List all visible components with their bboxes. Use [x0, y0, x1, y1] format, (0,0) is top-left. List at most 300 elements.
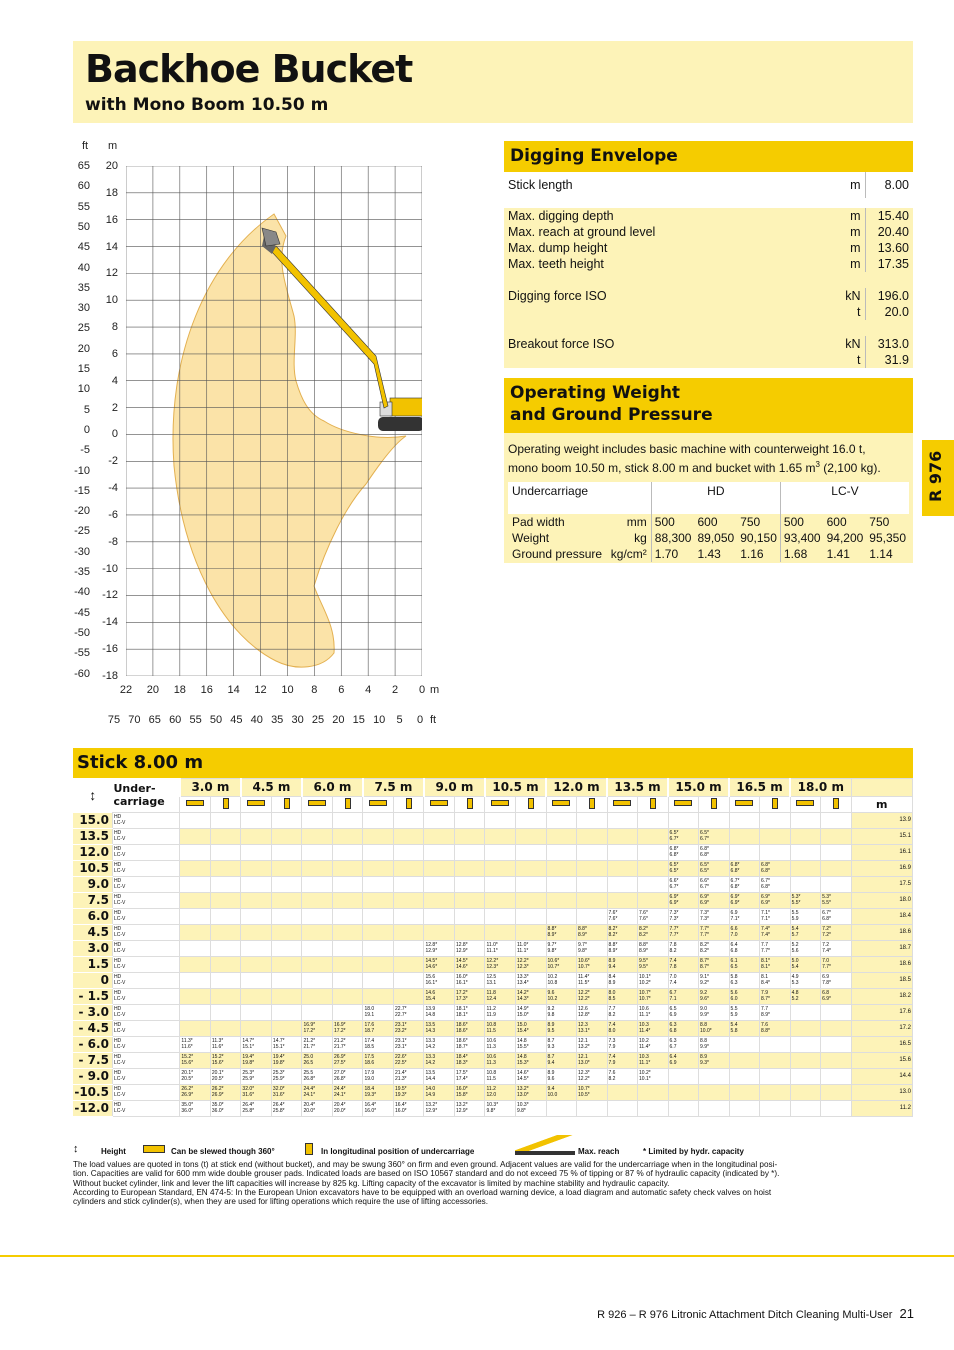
x-tick-ft: 50 [209, 714, 223, 726]
load-value-slew [180, 1085, 211, 1101]
load-value-long [699, 957, 730, 973]
load-value-long [210, 1053, 241, 1069]
x-tick-ft: 25 [311, 714, 325, 726]
load-value-long [210, 1069, 241, 1085]
v-lcv: 18.6 [364, 1059, 375, 1066]
row-height: 6.0 [73, 909, 112, 925]
empty-cell [210, 1005, 241, 1021]
v-hd: 13.5 [425, 1070, 436, 1076]
load-value-long [332, 1037, 363, 1053]
empty-cell [638, 813, 669, 829]
load-value-slew [546, 1085, 577, 1101]
slew-icon [241, 797, 272, 813]
v-lcv: 19.1 [364, 1011, 375, 1018]
empty-cell [210, 861, 241, 877]
load-value-slew [302, 1037, 333, 1053]
v-hd: 8.8* [547, 926, 557, 932]
op-value: 1.41 [826, 547, 850, 561]
v-lcv: 22.5* [394, 1059, 407, 1066]
load-value-long [454, 957, 485, 973]
empty-cell [180, 973, 211, 989]
v-hd: 32.0* [272, 1086, 285, 1092]
v-hd: 7.1* [761, 910, 770, 916]
empty-cell [332, 925, 363, 941]
slew-glyph [491, 800, 509, 806]
load-value-slew [302, 1021, 333, 1037]
empty-cell [790, 813, 821, 829]
v-hd: 4.8 [791, 990, 799, 996]
digging-row [504, 288, 913, 304]
slew-icon [485, 797, 516, 813]
max-reach-value: 18.6 [851, 925, 912, 941]
load-value-slew [729, 989, 760, 1005]
x-tick-ft: 5 [396, 714, 403, 726]
empty-cell [790, 1085, 821, 1101]
digging-label [504, 352, 825, 368]
load-value-slew [607, 1053, 638, 1069]
empty-cell [363, 813, 394, 829]
v-lcv: 7.1* [761, 915, 770, 922]
empty-cell [424, 909, 455, 925]
load-value-slew [729, 877, 760, 893]
load-value-long [454, 1085, 485, 1101]
v-lcv: 25.9* [272, 1075, 285, 1082]
op-value: 500 [651, 514, 694, 530]
y-tick-ft: 55 [77, 200, 90, 213]
v-lcv: 11.6* [181, 1043, 193, 1050]
empty-cell [485, 909, 516, 925]
row-height: - 9.0 [73, 1069, 112, 1085]
y-tick-m: 2 [111, 401, 118, 414]
load-value-slew [668, 893, 699, 909]
load-value-long [638, 909, 669, 925]
empty-cell [393, 957, 424, 973]
v-hd: 8.4 [608, 974, 616, 980]
x-tick-m: 14 [227, 684, 240, 696]
y-tick-m: -18 [102, 670, 118, 682]
empty-cell [577, 813, 608, 829]
load-value-slew [180, 1037, 211, 1053]
load-value-slew [180, 1069, 211, 1085]
load-value-slew [607, 1021, 638, 1037]
x-tick-ft: 15 [352, 714, 365, 726]
v-lcv: 14.5* [516, 1075, 529, 1082]
row-height: - 6.0 [73, 1037, 112, 1053]
load-value-long [760, 909, 791, 925]
operating-weight-note-2 [508, 457, 909, 476]
axis-unit-ft: ft [82, 140, 89, 152]
v-hd: 6.7* [822, 910, 831, 916]
v-lcv: 7.9 [608, 1043, 616, 1050]
load-value-slew [729, 909, 760, 925]
v-hd: 7.9 [761, 990, 768, 996]
load-value-long [638, 1037, 669, 1053]
empty-cell [241, 829, 272, 845]
v-hd: 14.8 [516, 1038, 527, 1044]
undercarriage-cell: HD LC-V [112, 829, 179, 845]
load-value-slew [668, 1037, 699, 1053]
legend-longitudinal: In longitudinal position of undercarriage [321, 1147, 475, 1156]
load-value-long [577, 957, 608, 973]
empty-cell [546, 893, 577, 909]
load-value-long [760, 1021, 791, 1037]
empty-cell [302, 877, 333, 893]
operating-weight-table [508, 482, 909, 562]
v-hd: 16.4* [394, 1102, 407, 1108]
v-lcv: 5.9 [791, 915, 799, 922]
empty-cell [332, 973, 363, 989]
v-lcv: 15.1* [272, 1043, 285, 1050]
radius-header: 7.5 m [363, 779, 424, 797]
v-lcv: 5.2 [791, 995, 799, 1002]
operating-row [508, 530, 909, 546]
digging-value: 313.0 [865, 336, 913, 352]
load-value-long [577, 1021, 608, 1037]
row-height: 13.5 [73, 829, 112, 845]
load-value-long [454, 1053, 485, 1069]
digging-row [504, 224, 913, 240]
y-tick-ft: 45 [77, 241, 90, 254]
slew-icon [302, 797, 333, 813]
long-glyph [528, 798, 534, 809]
v-lcv: 11.3 [486, 1059, 496, 1066]
load-value-long [699, 973, 730, 989]
v-hd: 15.2* [181, 1054, 194, 1060]
v-hd: 10.6 [486, 1038, 497, 1044]
v-hd: 7.6* [639, 910, 648, 916]
v-hd: 13.2* [516, 1086, 529, 1092]
load-value-slew [729, 973, 760, 989]
v-lcv: 5.3 [791, 979, 799, 986]
v-hd: 6.4 [730, 942, 738, 948]
load-value-long [699, 1005, 730, 1021]
max-reach-icon [515, 1135, 575, 1155]
v-lcv: 6.8* [700, 851, 709, 858]
empty-cell [607, 1101, 638, 1117]
row-height: 9.0 [73, 877, 112, 893]
v-hd: 14.5* [455, 958, 468, 964]
load-value-slew [424, 1005, 455, 1021]
load-value-long [577, 973, 608, 989]
op-label-text: Ground pressure [512, 547, 603, 561]
v-hd: 6.6* [700, 878, 709, 884]
empty-cell [515, 909, 546, 925]
legend-max-reach: Max. reach [578, 1147, 620, 1156]
empty-cell [271, 829, 302, 845]
icon-header-row [73, 797, 913, 813]
empty-cell [302, 813, 333, 829]
load-value-slew [302, 1085, 333, 1101]
v-lcv: 6.0 [730, 995, 738, 1002]
empty-cell [577, 845, 608, 861]
load-value-long [454, 941, 485, 957]
slew-glyph [247, 800, 265, 806]
load-value-slew [424, 1069, 455, 1085]
row-height: -10.5 [73, 1085, 112, 1101]
empty-cell [485, 845, 516, 861]
v-hd: 6.7* [730, 878, 740, 884]
empty-cell [180, 861, 211, 877]
v-hd: 19.4* [242, 1054, 255, 1060]
empty-cell [546, 909, 577, 925]
empty-cell [241, 973, 272, 989]
long-glyph [467, 798, 473, 809]
page-title: Backhoe Bucket [85, 47, 413, 91]
op-label-text: Pad width [512, 515, 565, 529]
v-hd: 10.3 [639, 1022, 649, 1028]
digging-label: Breakout force ISO [504, 336, 825, 352]
empty-cell [485, 813, 516, 829]
y-tick-ft: 40 [77, 261, 90, 274]
load-row [73, 909, 913, 925]
empty-cell [821, 1021, 852, 1037]
longitudinal-icon [699, 797, 730, 813]
v-hd: 8.9 [547, 1022, 555, 1028]
digging-label: Max. reach at ground level [504, 224, 825, 240]
load-value-long [454, 989, 485, 1005]
x-tick-m: 18 [173, 684, 186, 696]
x-tick-m: 16 [200, 684, 213, 696]
x-tick-ft: 30 [291, 714, 304, 726]
v-lcv: 18.6* [455, 1027, 468, 1034]
load-value-slew [790, 941, 821, 957]
v-hd: 10.3* [516, 1102, 529, 1108]
v-hd: 26.2* [181, 1086, 194, 1092]
empty-cell [515, 893, 546, 909]
load-value-long [393, 1021, 424, 1037]
longitudinal-icon [271, 797, 302, 813]
load-value-slew [424, 989, 455, 1005]
v-hd: 7.4 [608, 1022, 616, 1028]
empty-cell [180, 845, 211, 861]
v-hd: 17.5 [364, 1054, 375, 1060]
empty-cell [424, 877, 455, 893]
max-reach-value: 18.5 [851, 973, 912, 989]
v-hd: 7.4 [608, 1054, 616, 1060]
empty-cell [363, 893, 394, 909]
v-lcv: 10.5* [578, 1091, 590, 1098]
v-lcv: 7.0 [730, 931, 738, 938]
slew-glyph [308, 800, 326, 806]
v-lcv: 9.6 [547, 1075, 555, 1082]
v-lcv: 9.9* [700, 1011, 709, 1018]
empty-cell [790, 1005, 821, 1021]
empty-cell [424, 813, 455, 829]
undercarriage-cell: HD LC-V [112, 877, 179, 893]
load-value-long [577, 1037, 608, 1053]
load-value-slew [607, 973, 638, 989]
v-lcv: 36.0* [181, 1107, 194, 1114]
v-hd: 6.9* [761, 894, 770, 900]
v-hd: 12.3 [578, 1022, 588, 1028]
digging-value: 13.60 [865, 240, 913, 256]
v-lcv: 24.1* [303, 1091, 316, 1098]
v-hd: 17.6 [364, 1022, 375, 1028]
longitudinal-icon [760, 797, 791, 813]
empty-cell [729, 1101, 760, 1117]
empty-cell [577, 1101, 608, 1117]
load-value-slew [668, 957, 699, 973]
v-hd: 19.5* [394, 1086, 407, 1092]
v-hd: 5.6 [730, 990, 738, 996]
load-row [73, 1037, 913, 1053]
v-hd: 35.0* [181, 1102, 194, 1108]
v-hd: 8.2* [608, 926, 618, 932]
x-tick-ft: 70 [128, 714, 141, 726]
empty-cell [393, 973, 424, 989]
max-reach-icon [851, 779, 912, 797]
v-lcv: 26.5 [303, 1059, 314, 1066]
v-lcv: 7.8* [822, 979, 831, 986]
v-hd: 8.8* [578, 926, 587, 932]
y-tick-ft: -40 [74, 586, 90, 599]
y-tick-ft: -15 [74, 484, 90, 497]
y-tick-m: -10 [102, 562, 118, 575]
stick-table-header [73, 748, 913, 778]
v-lcv: 12.4 [486, 995, 497, 1002]
load-value-slew [180, 1101, 211, 1117]
y-tick-ft: 65 [77, 160, 90, 172]
empty-cell [821, 1101, 852, 1117]
digging-row [504, 240, 913, 256]
empty-cell [790, 1069, 821, 1085]
max-reach-value: 16.1 [851, 845, 912, 861]
v-lcv: 10.7* [639, 995, 651, 1002]
empty-cell [607, 877, 638, 893]
load-value-slew [790, 989, 821, 1005]
empty-cell [241, 877, 272, 893]
v-hd: 8.7 [547, 1054, 555, 1060]
empty-cell [821, 1037, 852, 1053]
digging-label: Max. teeth height [504, 256, 825, 272]
y-tick-ft: 10 [77, 383, 90, 396]
load-value-long [699, 829, 730, 845]
digging-row [504, 256, 913, 272]
v-lcv: 14.3* [516, 995, 529, 1002]
v-lcv: 15.4* [516, 1027, 529, 1034]
v-lcv: 13.2* [578, 1043, 590, 1050]
v-hd: 14.9* [516, 1006, 529, 1012]
empty-cell [821, 1053, 852, 1069]
digging-unit: m [825, 224, 865, 240]
y-tick-ft: -45 [74, 606, 90, 619]
empty-cell [332, 909, 363, 925]
empty-cell [699, 1085, 730, 1101]
load-value-long [638, 989, 669, 1005]
v-lcv: 14.9 [425, 1091, 436, 1098]
v-hd: 22.7* [394, 1006, 407, 1012]
longitudinal-icon [454, 797, 485, 813]
v-lcv: 6.7* [700, 835, 709, 842]
v-lcv: 10.0* [700, 1027, 712, 1034]
load-row [73, 877, 913, 893]
v-hd: 15.2* [211, 1054, 224, 1060]
empty-cell [760, 813, 791, 829]
load-row [73, 893, 913, 909]
v-hd: 10.1* [639, 974, 651, 980]
v-lcv: 6.9* [730, 899, 740, 906]
v-hd: 8.8* [639, 942, 648, 948]
empty-cell [393, 813, 424, 829]
v-hd: 20.1* [181, 1070, 194, 1076]
v-lcv: 5.6 [791, 947, 799, 954]
empty-cell [607, 829, 638, 845]
v-lcv: 12.9* [425, 947, 438, 954]
v-hd: 24.4* [333, 1086, 346, 1092]
max-reach-value: 17.5 [851, 877, 912, 893]
row-height: 3.0 [73, 941, 112, 957]
empty-cell [210, 829, 241, 845]
v-lcv: 14.3 [425, 1027, 436, 1034]
load-value-long [638, 925, 669, 941]
empty-cell [485, 877, 516, 893]
load-value-slew [424, 1085, 455, 1101]
v-lcv: 15.8* [455, 1091, 468, 1098]
v-lcv: 7.2* [822, 931, 831, 938]
v-hd: 6.6 [730, 926, 738, 932]
v-hd: 7.0 [669, 974, 677, 980]
col-hd: HD [651, 482, 780, 514]
empty-cell [668, 1069, 699, 1085]
v-hd: 18.0 [364, 1006, 375, 1012]
empty-cell [393, 941, 424, 957]
x-tick-m: 10 [281, 684, 294, 696]
empty-cell [332, 829, 363, 845]
empty-cell [729, 829, 760, 845]
load-value-long [699, 989, 730, 1005]
v-lcv: 11.5 [486, 1075, 496, 1082]
v-lcv: 26.8* [333, 1075, 346, 1082]
legend-height: Height [101, 1147, 126, 1156]
v-hd: 12.5 [486, 974, 497, 980]
radius-header-row [73, 779, 913, 797]
undercarriage-cell: HD LC-V [112, 1037, 179, 1053]
operating-weight-note-2b: (2,100 kg). [819, 461, 881, 475]
load-value-slew [485, 1037, 516, 1053]
v-hd: 8.8* [608, 942, 618, 948]
v-hd: 6.3 [669, 1022, 677, 1028]
undercarriage-cell: HD LC-V [112, 941, 179, 957]
undercarriage-cell: HD LC-V [112, 1021, 179, 1037]
slew-icon [143, 1145, 165, 1153]
empty-cell [180, 1005, 211, 1021]
load-value-long [393, 1069, 424, 1085]
empty-cell [271, 845, 302, 861]
empty-cell [485, 829, 516, 845]
slew-glyph [552, 800, 570, 806]
v-lcv: 31.6* [272, 1091, 285, 1098]
v-hd: 16.0* [455, 974, 468, 980]
v-hd: 6.8* [669, 846, 679, 852]
max-reach-value: 18.4 [851, 909, 912, 925]
undercarriage-cell: HD LC-V [112, 925, 179, 941]
v-lcv: 12.3* [516, 963, 529, 970]
v-hd: 12.1 [578, 1038, 588, 1044]
v-hd: 10.6* [547, 958, 560, 964]
v-lcv: 5.5* [791, 899, 801, 906]
load-value-slew [424, 957, 455, 973]
load-value-slew [302, 1101, 333, 1117]
load-value-slew [668, 925, 699, 941]
v-lcv: 6.9* [669, 899, 679, 906]
load-value-long [515, 989, 546, 1005]
op-value: 750 [740, 515, 761, 529]
y-tick-ft: -50 [74, 626, 90, 639]
empty-cell [577, 909, 608, 925]
digging-envelope-chart [60, 140, 480, 730]
x-tick-ft: 60 [169, 714, 182, 726]
load-value-slew [607, 989, 638, 1005]
